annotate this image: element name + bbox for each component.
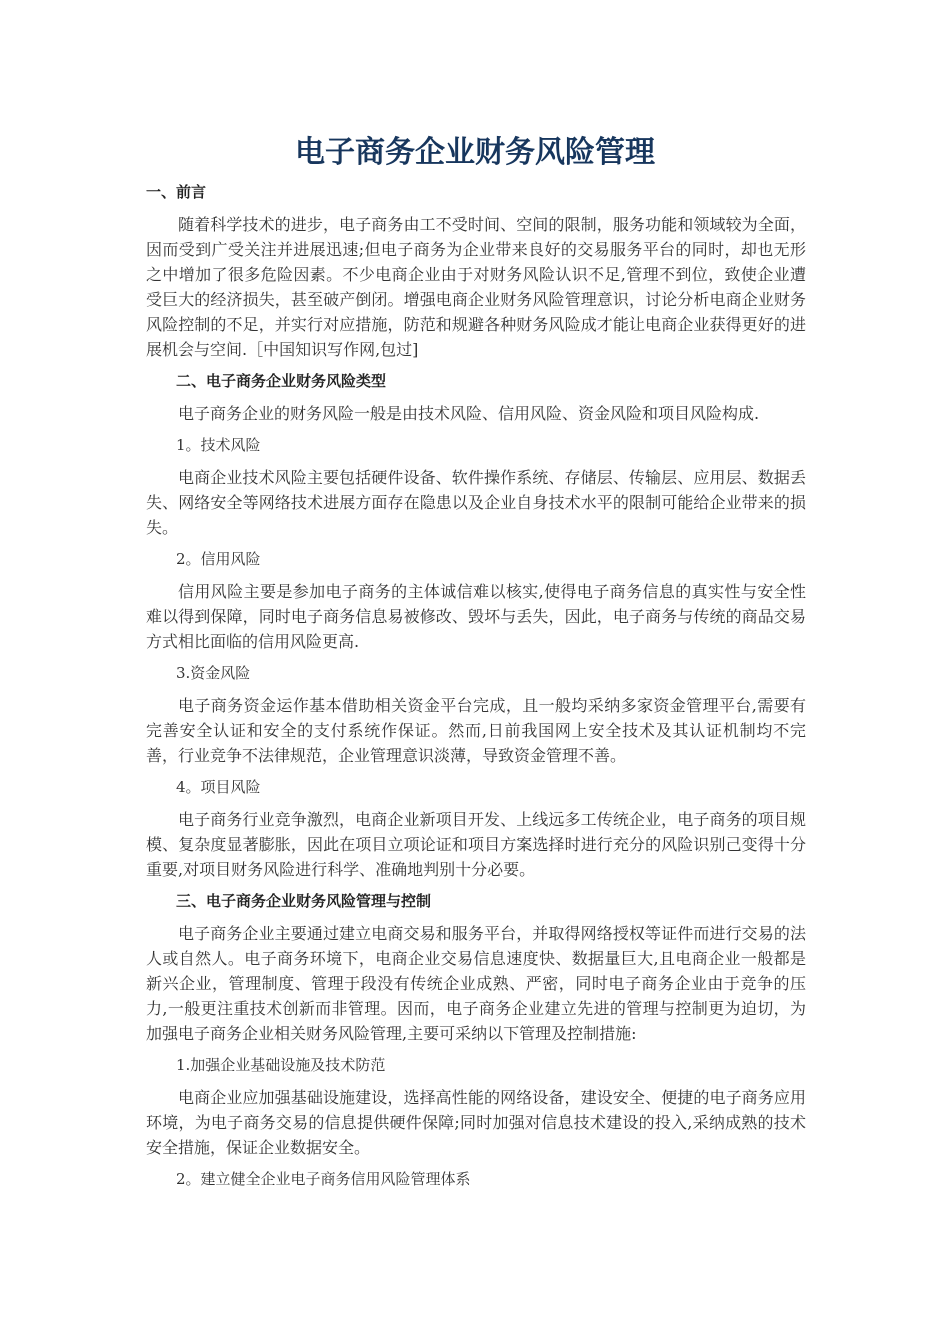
section-heading: 一、前言: [146, 183, 207, 201]
paragraph: 电子商务企业主要通过建立电商交易和服务平台，并取得网络授权等证件而进行交易的法人或自然人。电子商务环境下，电商企业交易信息速度快、数据量巨大,且电商企业一般都是新兴企业，管理制度、管理于段没有传统企业成熟、严密，同时电子商务企业由于竞争的压力,一般更注重技术创新而非管理。因而，电子商务企业建立先进的管理与控制更为迫切，为加强电子商务企业相关财务风险管理,主要可采纳以下管理及控制措施:: [146, 924, 806, 1043]
subsection-heading: 2。信用风险: [176, 550, 261, 568]
document-body: [146, 180, 806, 1199]
paragraph: 电子商务行业竞争激烈，电商企业新项目开发、上线远多工传统企业，电子商务的项目规模、复杂度显著膨胀，因此在项目立项论证和项目方案选择时进行充分的风险识别己变得十分重要,对项目财务风险进行科学、准确地判别十分必要。: [146, 810, 806, 879]
paragraph: 随着科学技术的进步，电子商务由工不受时间、空间的限制，服务功能和领域较为全面，因而受到广受关注并进展迅速;但电子商务为企业带来良好的交易服务平台的同时，却也无形之中增加了很多危险因素。不少电商企业由于对财务风险认识不足,管理不到位，致使企业遭受巨大的经济损失，甚至破产倒闭。增强电商企业财务风险管理意识，讨论分析电商企业财务风险控制的不足，并实行对应措施，防范和规避各种财务风险成才能让电商企业获得更好的进展机会与空间.［中国知识写作网,包过]: [146, 215, 806, 359]
subsection-heading: 2。建立健全企业电子商务信用风险管理体系: [176, 1170, 471, 1188]
document-title: 电子商务企业财务风险管理: [295, 135, 655, 170]
section-heading: 二、电子商务企业财务风险类型: [176, 372, 387, 390]
section-heading: 三、电子商务企业财务风险管理与控制: [176, 892, 432, 910]
paragraph: 电商企业应加强基础设施建设，选择高性能的网络设备，建设安全、便捷的电子商务应用环境，为电子商务交易的信息提供硬件保障;同时加强对信息技术建设的投入,采纳成熟的技术安全措施，保证企业数据安全。: [146, 1088, 806, 1157]
subsection-heading: 4。项目风险: [176, 778, 261, 796]
subsection-heading: 1。技术风险: [176, 436, 261, 454]
subsection-heading: 1.加强企业基础设施及技术防范: [176, 1056, 386, 1074]
paragraph: 电商企业技术风险主要包括硬件设备、软件操作系统、存储层、传输层、应用层、数据丢失、网络安全等网络技术进展方面存在隐患以及企业自身技术水平的限制可能给企业带来的损失。: [146, 468, 806, 537]
subsection-heading: 3.资金风险: [176, 664, 251, 682]
paragraph: 信用风险主要是参加电子商务的主体诚信难以核实,使得电子商务信息的真实性与安全性难以得到保障，同时电子商务信息易被修改、毁坏与丢失，因此，电子商务与传统的商品交易方式相比面临的信用风险更高.: [146, 582, 806, 651]
paragraph: 电子商务企业的财务风险一般是由技术风险、信用风险、资金风险和项目风险构成.: [178, 404, 760, 423]
paragraph: 电子商务资金运作基本借助相关资金平台完成，且一般均采纳多家资金管理平台,需要有完善安全认证和安全的支付系统作保证。然而,日前我国网上安全技术及其认证机制均不完善，行业竞争不法律规范，企业管理意识淡薄，导致资金管理不善。: [146, 696, 806, 765]
